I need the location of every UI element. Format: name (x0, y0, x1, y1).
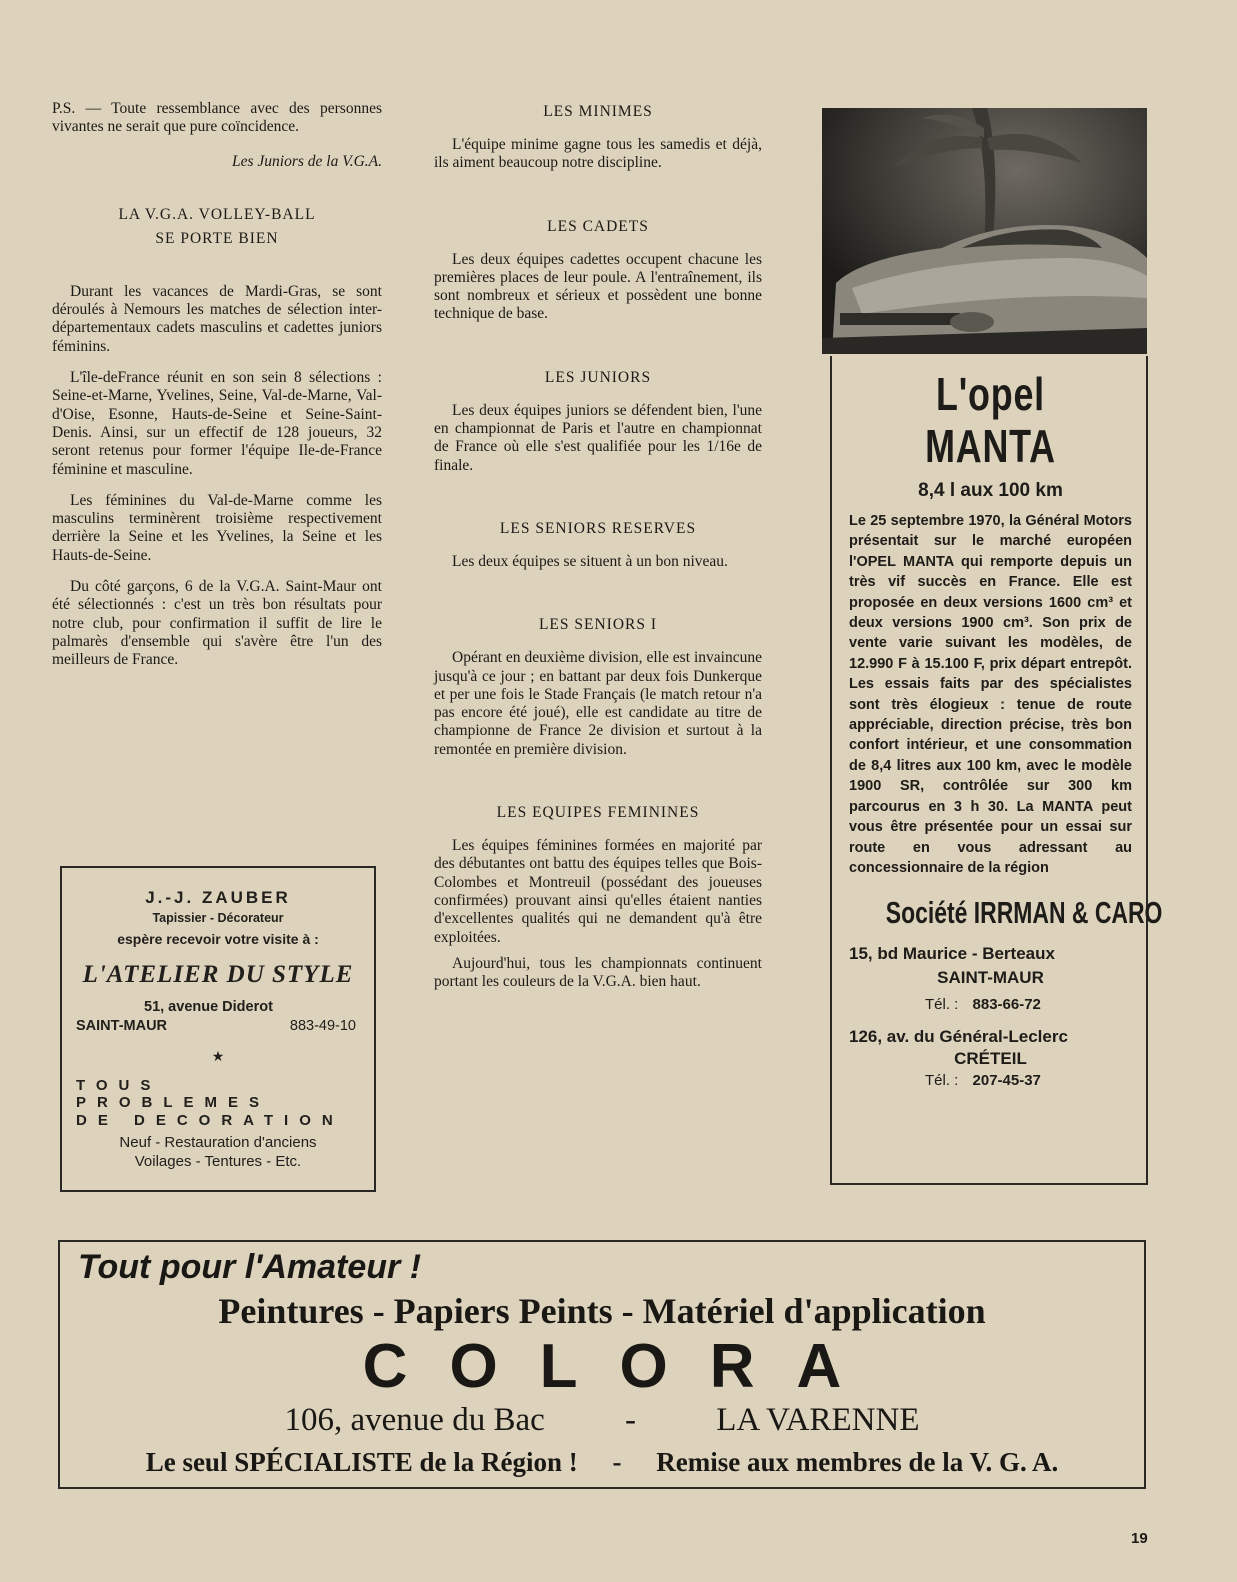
colora-advertisement (58, 1240, 1146, 1489)
column-middle (434, 100, 762, 1004)
section-heading: LES MINIMES (543, 103, 653, 120)
paragraph: L'île-deFrance réunit en son sein 8 sélections : Seine-et-Marne, Yvelines, Seine, Val-de-Marne, Val-d'Oise, Esonne, Hauts-de-Seine et Seine-Saint-Denis. Ainsi, sur un effectif de 128 joueurs, 32 seront retenus pour former l'équipe Ile-de-France féminine et masculine. (52, 369, 382, 478)
opel-phone-1-label: Tél. : (925, 996, 959, 1014)
paragraph: Les deux équipes juniors se défendent bien, l'une en championnat de Paris et l'autre en championnat de France où elle s'est qualifiée pour les 1/16e de finale. (434, 401, 762, 474)
article-heading-line2: SE PORTE BIEN (155, 229, 279, 247)
opel-phone-1-row (925, 996, 1132, 1013)
colora-address-row (60, 1402, 1144, 1439)
ad-invite: espère recevoir votre visite à : (117, 931, 319, 947)
column-left (52, 100, 382, 683)
section-heading: LES EQUIPES FEMININES (496, 804, 700, 822)
ad-services-1: Neuf - Restauration d'anciens (119, 1134, 317, 1151)
paragraph: Du côté garçons, 6 de la V.G.A. Saint-Maur ont été sélectionnés : c'est un très bon résultats pour notre club, pour confirmation il suffit de lire le palmarès d'ensemble qui s'avère être l'un des meilleurs de France. (52, 578, 382, 669)
zauber-advertisement (60, 866, 376, 1192)
opel-manta-car-image (822, 108, 1147, 354)
ad-services-2: Voilages - Tentures - Etc. (134, 1153, 302, 1170)
opel-dealer: Société IRRMAN & CARO (885, 895, 1163, 931)
paragraph: Les deux équipes cadettes occupent chacune les premières places de leur poule. A l'entraînement, ils sont nombreux et sérieux et possèdent une bonne technique de base. (434, 250, 762, 323)
opel-phone-2: 207-45-37 (972, 1072, 1041, 1090)
article-heading: LA V.G.A. VOLLEY-BALL (118, 205, 316, 223)
ad-tagline-1: TOUS PROBLEMES (76, 1077, 271, 1111)
colora-address: 106, avenue du Bac (284, 1402, 545, 1438)
colora-tagline: Tout pour l'Amateur ! (78, 1248, 422, 1286)
paragraph: Aujourd'hui, tous les championnats continuent portant les couleurs de la V.G.A. bien haut. (434, 954, 762, 991)
ad-name: J.-J. ZAUBER (145, 888, 291, 907)
section-heading: LES CADETS (547, 217, 649, 235)
opel-title: L'opel MANTA (925, 368, 1056, 472)
colora-slogan-2: Remise aux membres de la V. G. A. (656, 1447, 1059, 1477)
colora-town: LA VARENNE (716, 1402, 920, 1438)
paragraph: Durant les vacances de Mardi-Gras, se sont déroulés à Nemours les matches de sélection inter-départementaux cadets masculins et cadettes juniors féminins. (52, 282, 382, 355)
opel-city-1: SAINT-MAUR (937, 968, 1044, 988)
paragraph: Les deux équipes se situent à un bon niveau. (452, 552, 728, 570)
paragraph: Les féminines du Val-de-Marne comme les masculins terminèrent troisième respectivement derrière la Seine et les Yvelines, la Seine et les Hauts-de-Seine. (52, 491, 382, 564)
ad-tagline-2: DE DECORATION (76, 1112, 344, 1129)
colora-brand-logo: COLORA (362, 1332, 884, 1401)
opel-phone-2-row (925, 1072, 1132, 1089)
colora-dash-2: - (612, 1447, 622, 1477)
signature: Les Juniors de la V.G.A. (232, 152, 382, 170)
opel-body: Le 25 septembre 1970, la Général Motors présentait sur le marché européen l'OPEL MANTA qui remporte depuis un très vif succès en France. Elle est proposée en deux versions 1600 cm³ et deux versions 1900 cm³. Son prix de vente varie suivant les modèles, de 12.990 F à 15.100 F, prix départ entrepôt. Les essais faits par des spécialistes sont très élogieux : tenue de route appréciable, direction précise, très bon confort intérieur, et une consommation de 8,4 litres aux 100 km, avec le modèle 1900 SR, contrôlée sur 300 km parcourus en 3 h 30. La MANTA peut vous être présentée pour un essai sur route en vous adressant au concessionnaire de la région (849, 513, 1132, 876)
opel-city-2: CRÉTEIL (954, 1049, 1027, 1069)
paragraph: Les équipes féminines formées en majorité par des débutantes ont battu des équipes telles que Bois-Colombes et Montreuil (possédant des joueuses confirmées) prouvant ainsi qu'elles étaient nanties d'excellentes qualités qui ne demandent qu'à être exploitées. (434, 837, 762, 946)
colora-slogan-row (60, 1447, 1144, 1478)
colora-dash: - (625, 1402, 636, 1438)
ad-trade: Tapissier - Décorateur (152, 911, 284, 925)
ad-address: 51, avenue Diderot (144, 999, 273, 1015)
opel-subtitle: 8,4 l aux 100 km (918, 480, 1063, 501)
ad-city-row (76, 1018, 356, 1034)
star-icon: ★ (211, 1048, 225, 1064)
opel-address-2: 126, av. du Général-Leclerc (849, 1027, 1068, 1047)
paragraph: L'équipe minime gagne tous les samedis et déjà, ils aiment beaucoup notre discipline. (434, 136, 762, 172)
opel-phone-1: 883-66-72 (972, 996, 1041, 1014)
paragraph: Opérant en deuxième division, elle est invaincune jusqu'à ce jour ; en battant par deux fois Dunkerque et per une fois le Stade Français (le match retour n'a pas encore été joué), elle est candidate au titre de championne de France 2e division et surtout à la remontée en première division. (434, 649, 762, 758)
opel-address-1: 15, bd Maurice - Berteaux (849, 944, 1055, 964)
ad-phone: 883-49-10 (289, 1018, 356, 1034)
opel-phone-2-label: Tél. : (925, 1072, 959, 1090)
colora-products: Peintures - Papiers Peints - Matériel d'application (218, 1291, 986, 1331)
ad-city: SAINT-MAUR (76, 1018, 168, 1034)
car-photo (822, 108, 1147, 354)
section-heading: LES SENIORS I (538, 616, 658, 634)
opel-advertisement (830, 356, 1163, 1185)
section-heading: LES JUNIORS (544, 368, 652, 386)
colora-slogan-1: Le seul SPÉCIALISTE de la Région ! (145, 1447, 578, 1477)
ps-note: P.S. — Toute ressemblance avec des personnes vivantes ne serait que pure coïncidence. (52, 100, 382, 136)
section-heading: LES SENIORS RESERVES (499, 519, 697, 537)
ad-shop-name: L'ATELIER DU STYLE (82, 961, 354, 988)
page-number: 19 (1131, 1530, 1148, 1547)
